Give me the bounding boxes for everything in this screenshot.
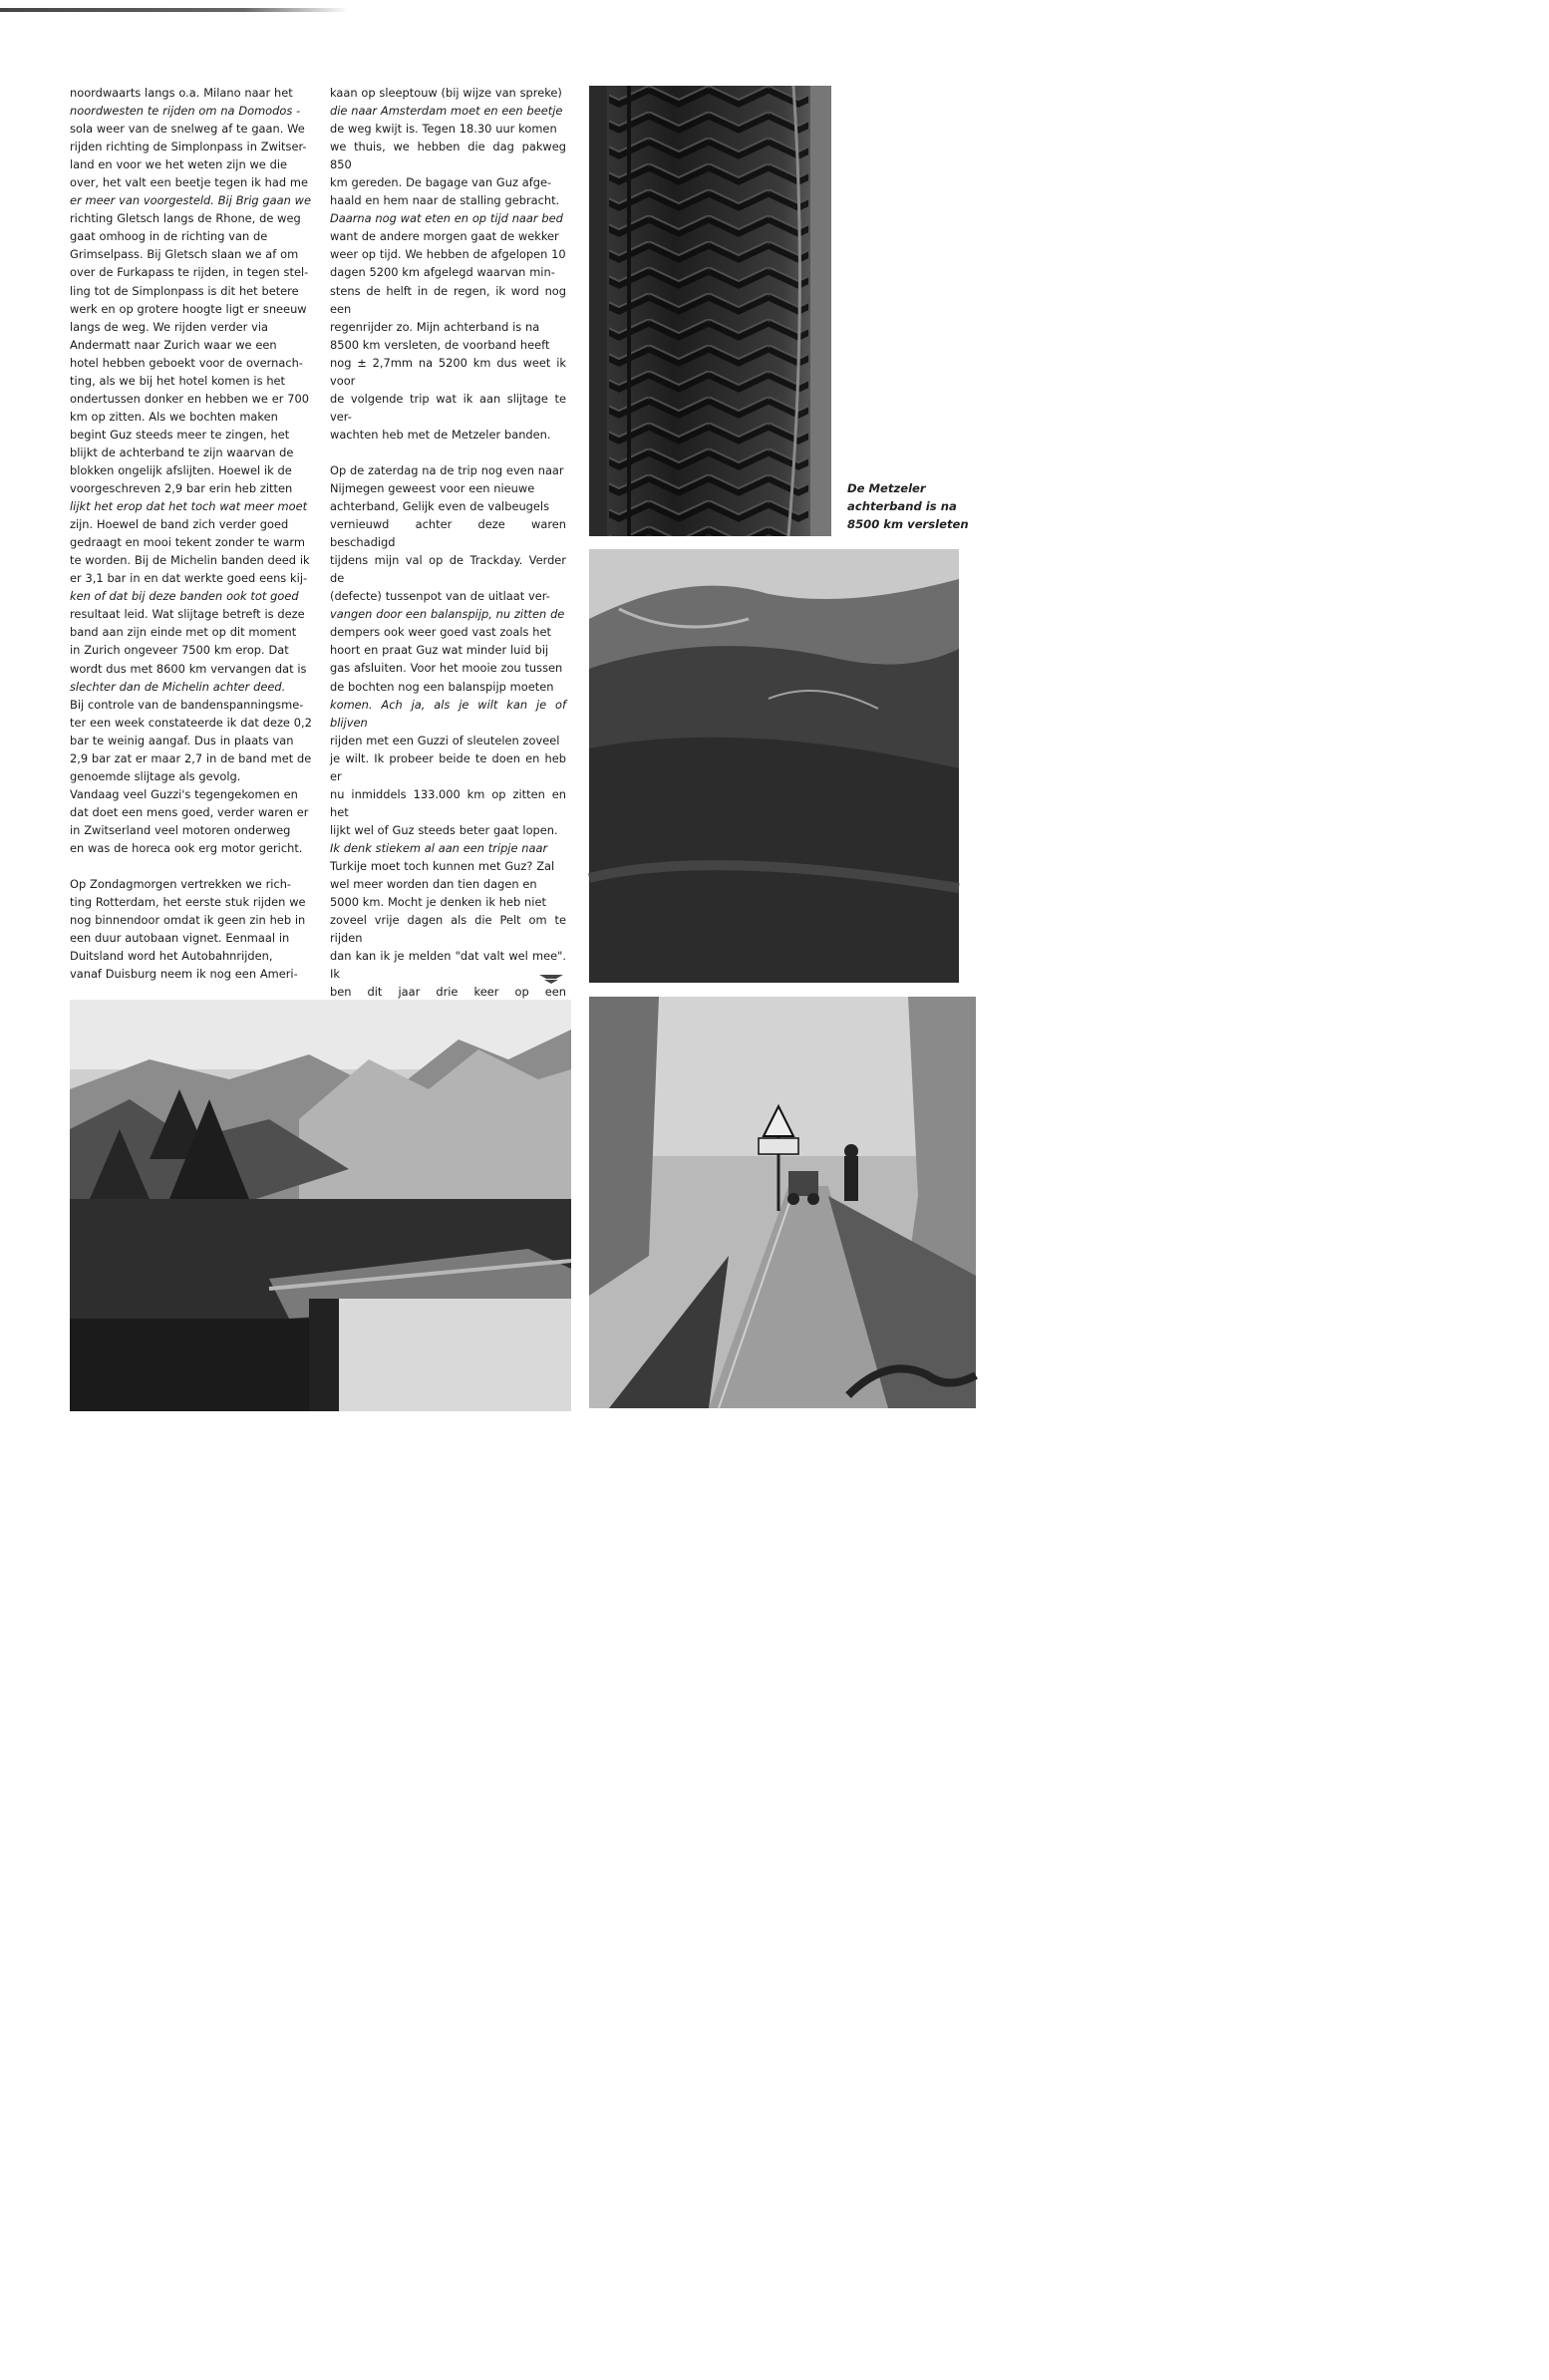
body-line: dat doet een mens goed, verder waren er bbox=[70, 804, 309, 819]
caption-line-1: De Metzeler bbox=[847, 481, 926, 495]
body-line: nu inmiddels 133.000 km op zitten en het bbox=[330, 786, 566, 819]
caption-line-3: 8500 km versleten bbox=[847, 517, 969, 531]
photo-caption bbox=[847, 479, 987, 533]
header-rule bbox=[0, 8, 349, 12]
body-line: wachten heb met de Metzeler banden. bbox=[330, 427, 551, 442]
body-line: je wilt. Ik probeer beide te doen en heb er bbox=[330, 750, 566, 783]
body-line: Nijmegen geweest voor een nieuwe bbox=[330, 480, 535, 495]
body-line: dan kan ik je melden "dat valt wel mee". Ik bbox=[330, 949, 566, 982]
body-line: band aan zijn einde met op dit moment bbox=[70, 625, 297, 640]
body-line: Daarna nog wat eten en op tijd naar bed bbox=[330, 211, 563, 226]
body-line: ter een week constateerde ik dat deze 0,2 bbox=[70, 715, 312, 730]
body-line: gaat omhoog in de richting van de bbox=[70, 229, 268, 244]
tire-tread-photo bbox=[589, 86, 831, 536]
body-line: we thuis, we hebben die dag pakweg 850 bbox=[330, 140, 566, 172]
body-line: hoort en praat Guz wat minder luid bij bbox=[330, 643, 549, 658]
body-line: voorgeschreven 2,9 bar erin heb zitten bbox=[70, 481, 293, 496]
body-line: zoveel vrije dagen als die Pelt om te rijden bbox=[330, 913, 566, 946]
body-line: weer op tijd. We hebben de afgelopen 10 bbox=[330, 247, 566, 262]
body-line: begint Guz steeds meer te zingen, het bbox=[70, 427, 290, 442]
body-line: 5000 km. Mocht je denken ik heb niet bbox=[330, 895, 546, 910]
body-line: dempers ook weer goed vast zoals het bbox=[330, 625, 551, 640]
body-line: km op zitten. Als we bochten maken bbox=[70, 409, 278, 424]
body-line: Op de zaterdag na de trip nog even naar bbox=[330, 462, 564, 477]
body-line: achterband, Gelijk even de valbeugels bbox=[330, 499, 550, 514]
body-line: Andermatt naar Zurich waar we een bbox=[70, 337, 277, 352]
page-number: 37 bbox=[1536, 2366, 1549, 2380]
body-line: Vandaag veel Guzzi's tegengekomen en bbox=[70, 786, 298, 801]
body-line: rijden richting de Simplonpass in Zwitser- bbox=[70, 140, 307, 154]
caption-line-2: achterband is na bbox=[847, 499, 957, 513]
body-line: want de andere morgen gaat de wekker bbox=[330, 229, 559, 244]
body-line: en was de horeca ook erg motor gericht. bbox=[70, 840, 303, 855]
body-line: over, het valt een beetje tegen ik had me bbox=[70, 175, 308, 190]
body-line: vernieuwd achter deze waren beschadigd bbox=[330, 517, 566, 550]
body-line: dagen 5200 km afgelegd waarvan min- bbox=[330, 265, 555, 280]
body-line: langs de weg. We rijden verder via bbox=[70, 319, 268, 334]
body-line: nog ± 2,7mm na 5200 km dus weet ik voor bbox=[330, 355, 566, 388]
body-line: gas afsluiten. Voor het mooie zou tussen bbox=[330, 661, 563, 676]
body-line: Bij controle van de bandenspanningsme- bbox=[70, 697, 304, 712]
body-line: tijdens mijn val op de Trackday. Verder de bbox=[330, 553, 566, 586]
body-line: werk en op grotere hoogte ligt er sneeuw bbox=[70, 301, 307, 316]
body-line: slechter dan de Michelin achter deed. bbox=[70, 679, 286, 694]
body-line: Turkije moet toch kunnen met Guz? Zal bbox=[330, 858, 555, 873]
body-line: ling tot de Simplonpass is dit het betere bbox=[70, 283, 299, 298]
body-line: de weg kwijt is. Tegen 18.30 uur komen bbox=[330, 122, 557, 137]
body-line: gedraagt en mooi tekent zonder te warm bbox=[70, 535, 305, 550]
article-end-icon bbox=[538, 970, 564, 984]
body-line: 2,9 bar zat er maar 2,7 in de band met de bbox=[70, 750, 312, 765]
article-column-1 bbox=[70, 84, 315, 983]
body-line: noordwesten te rijden om na Domodos - bbox=[70, 104, 301, 119]
body-line: richting Gletsch langs de Rhone, de weg bbox=[70, 211, 301, 226]
body-line: lijkt het erop dat het toch wat meer moet bbox=[70, 499, 308, 514]
body-line: er 3,1 bar in en dat werkte goed eens kij- bbox=[70, 571, 308, 586]
body-line: resultaat leid. Wat slijtage betreft is deze bbox=[70, 607, 305, 622]
body-line: de bochten nog een balanspijp moeten bbox=[330, 679, 554, 694]
body-line: ben dit jaar drie keer op een bbox=[330, 985, 566, 1000]
body-line: 8500 km versleten, de voorband heeft bbox=[330, 337, 550, 352]
body-line: ting, als we bij het hotel komen is het bbox=[70, 373, 286, 388]
body-line: haald en hem naar de stalling gebracht. bbox=[330, 193, 560, 208]
body-line: stens de helft in de regen, ik word nog een bbox=[330, 283, 566, 316]
body-line: de volgende trip wat ik aan slijtage te ver- bbox=[330, 391, 566, 424]
body-line: blijkt de achterband te zijn waarvan de bbox=[70, 445, 294, 459]
body-line: bar te weinig aangaf. Dus in plaats van bbox=[70, 733, 294, 747]
body-line: ting Rotterdam, het eerste stuk rijden we bbox=[70, 895, 306, 910]
body-line: blokken ongelijk afslijten. Hoewel ik de bbox=[70, 462, 292, 477]
body-line: in Zurich ongeveer 7500 km erop. Dat bbox=[70, 643, 289, 658]
body-line: lijkt wel of Guz steeds beter gaat lopen. bbox=[330, 822, 558, 837]
body-line: er meer van voorgesteld. Bij Brig gaan we bbox=[70, 193, 311, 208]
body-line: hotel hebben geboekt voor de overnach- bbox=[70, 355, 303, 370]
body-line: over de Furkapass te rijden, in tegen stel- bbox=[70, 265, 309, 280]
mountain-landscape-photo bbox=[70, 1000, 571, 1411]
body-line: Duitsland word het Autobahnrijden, bbox=[70, 949, 273, 964]
body-line: Op Zondagmorgen vertrekken we rich- bbox=[70, 877, 292, 892]
foggy-road-motorcycle-photo bbox=[589, 997, 1549, 2380]
body-line: te worden. Bij de Michelin banden deed ik bbox=[70, 553, 310, 568]
body-line: Grimselpass. Bij Gletsch slaan we af om bbox=[70, 247, 299, 262]
body-line: sola weer van de snelweg af te gaan. We bbox=[70, 122, 305, 137]
body-line: Ik denk stiekem al aan een tripje naar bbox=[330, 840, 548, 855]
body-line: vangen door een balanspijp, nu zitten de bbox=[330, 607, 565, 622]
body-line: ondertussen donker en hebben we er 700 bbox=[70, 391, 310, 406]
body-line: genoemde slijtage als gevolg. bbox=[70, 768, 241, 783]
body-line: vanaf Duisburg neem ik nog een Ameri- bbox=[70, 967, 298, 982]
body-line: nog binnendoor omdat ik geen zin heb in bbox=[70, 913, 306, 928]
body-line: een duur autobaan vignet. Eenmaal in bbox=[70, 931, 290, 946]
body-line: ken of dat bij deze banden ook tot goed bbox=[70, 589, 299, 604]
body-line: (defecte) tussenpot van de uitlaat ver- bbox=[330, 589, 550, 604]
body-line: in Zwitserland veel motoren onderweg bbox=[70, 822, 291, 837]
body-line: noordwaarts langs o.a. Milano naar het bbox=[70, 86, 293, 100]
body-line: wel meer worden dan tien dagen en bbox=[330, 877, 537, 892]
body-line: komen. Ach ja, als je wilt kan je of blijven bbox=[330, 697, 566, 730]
body-line: land en voor we het weten zijn we die bbox=[70, 157, 288, 172]
body-line: zijn. Hoewel de band zich verder goed bbox=[70, 517, 289, 532]
body-line: wordt dus met 8600 km vervangen dat is bbox=[70, 661, 307, 676]
body-line: die naar Amsterdam moet en een beetje bbox=[330, 104, 563, 119]
body-line: km gereden. De bagage van Guz afge- bbox=[330, 175, 552, 190]
body-line: regenrijder zo. Mijn achterband is na bbox=[330, 319, 540, 334]
body-line: rijden met een Guzzi of sleutelen zoveel bbox=[330, 733, 560, 747]
forested-hills-photo bbox=[589, 549, 959, 983]
body-line: kaan op sleeptouw (bij wijze van spreke) bbox=[330, 86, 562, 100]
